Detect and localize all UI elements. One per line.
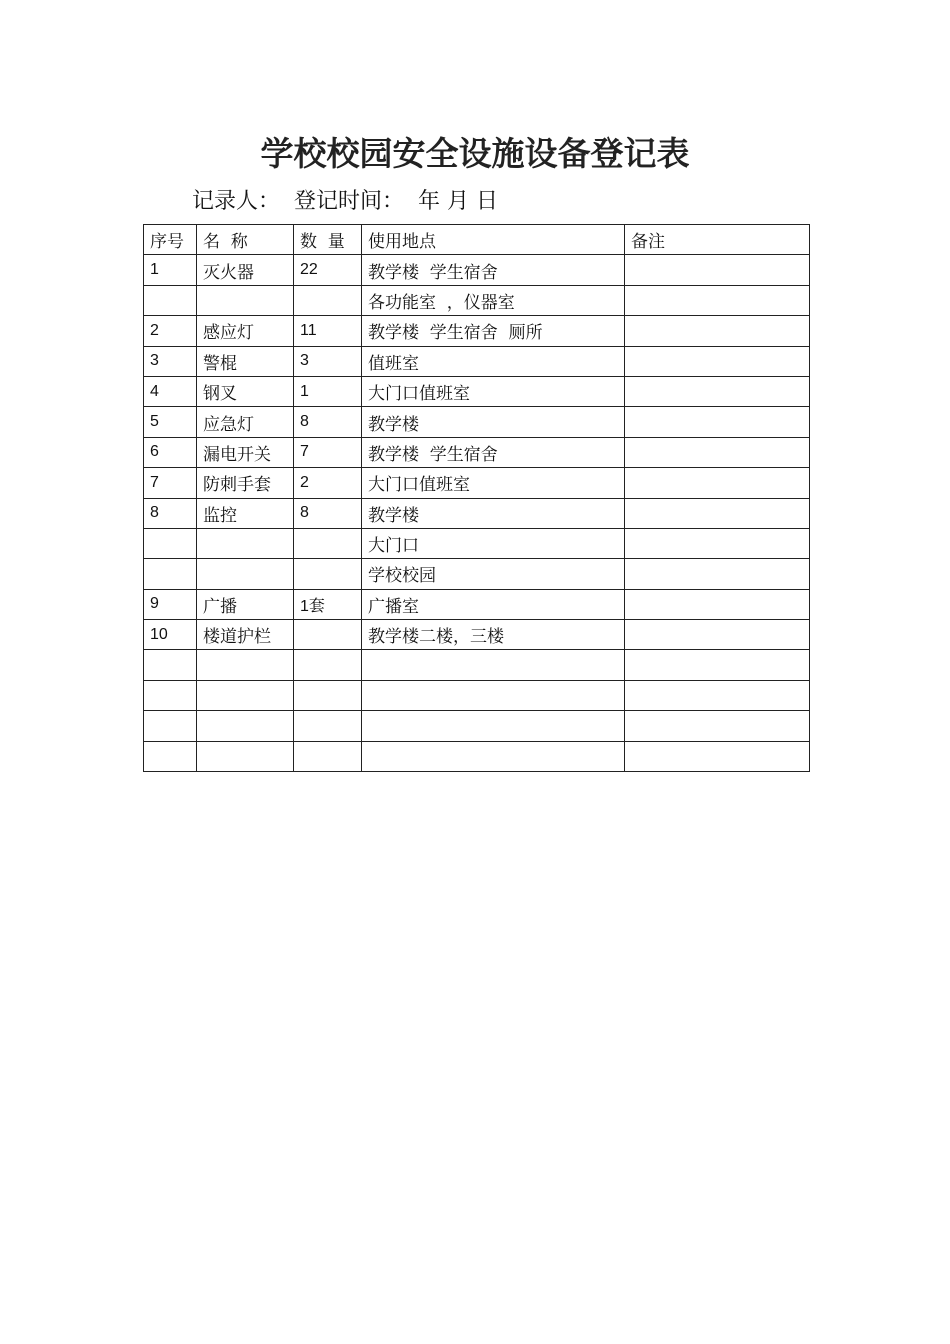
cell-location: [362, 650, 625, 680]
table-row: [144, 559, 810, 589]
cell-index: 2: [144, 316, 197, 346]
header-location: 使用地点: [362, 225, 625, 255]
cell-index: 5: [144, 407, 197, 437]
cell-name: 灭火器: [197, 255, 294, 285]
cell-quantity: 8: [294, 407, 362, 437]
table-row: [144, 346, 810, 376]
header-index: 序号: [144, 225, 197, 255]
cell-location: 大门口: [362, 528, 625, 558]
cell-remarks: [625, 559, 810, 589]
cell-location: [362, 711, 625, 741]
cell-name: [197, 680, 294, 710]
cell-remarks: [625, 285, 810, 315]
cell-quantity: 7: [294, 437, 362, 467]
cell-quantity: 8: [294, 498, 362, 528]
cell-remarks: [625, 680, 810, 710]
cell-remarks: [625, 407, 810, 437]
cell-quantity: [294, 620, 362, 650]
cell-quantity: [294, 741, 362, 771]
cell-index: [144, 559, 197, 589]
table-row: [144, 437, 810, 467]
cell-quantity: 1: [294, 376, 362, 406]
cell-quantity: [294, 650, 362, 680]
cell-name: 感应灯: [197, 316, 294, 346]
cell-remarks: [625, 346, 810, 376]
cell-remarks: [625, 741, 810, 771]
cell-quantity: [294, 559, 362, 589]
cell-location: 学校校园: [362, 559, 625, 589]
equipment-register-table: [143, 224, 810, 772]
cell-index: 10: [144, 620, 197, 650]
cell-index: 9: [144, 589, 197, 619]
table-row: [144, 255, 810, 285]
cell-name: 应急灯: [197, 407, 294, 437]
cell-index: 6: [144, 437, 197, 467]
cell-name: 广播: [197, 589, 294, 619]
cell-name: [197, 528, 294, 558]
cell-name: 防刺手套: [197, 468, 294, 498]
cell-quantity: 22: [294, 255, 362, 285]
cell-name: 警棍: [197, 346, 294, 376]
cell-location: [362, 680, 625, 710]
table-row: [144, 285, 810, 315]
cell-index: 8: [144, 498, 197, 528]
cell-remarks: [625, 620, 810, 650]
cell-remarks: [625, 589, 810, 619]
cell-location: 教学楼: [362, 498, 625, 528]
cell-name: [197, 285, 294, 315]
table-row: [144, 468, 810, 498]
cell-name: 监控: [197, 498, 294, 528]
recorder-date-line: 记录人： 登记时间： 年 月 日: [192, 189, 498, 214]
cell-remarks: [625, 711, 810, 741]
header-remarks: 备注: [625, 225, 810, 255]
cell-quantity: 2: [294, 468, 362, 498]
cell-quantity: [294, 680, 362, 710]
cell-index: 4: [144, 376, 197, 406]
header-name: 名 称: [197, 225, 294, 255]
table-row: [144, 680, 810, 710]
cell-quantity: 11: [294, 316, 362, 346]
cell-index: 3: [144, 346, 197, 376]
table-row: [144, 316, 810, 346]
cell-remarks: [625, 437, 810, 467]
cell-index: [144, 741, 197, 771]
cell-location: 教学楼二楼，三楼: [362, 620, 625, 650]
cell-location: 大门口值班室: [362, 376, 625, 406]
cell-location: 值班室: [362, 346, 625, 376]
table-row: [144, 620, 810, 650]
cell-index: 1: [144, 255, 197, 285]
cell-quantity: [294, 711, 362, 741]
document-title: 学校校园安全设施设备登记表: [260, 134, 690, 173]
cell-index: [144, 711, 197, 741]
cell-remarks: [625, 498, 810, 528]
table-row: [144, 741, 810, 771]
cell-remarks: [625, 528, 810, 558]
cell-index: [144, 650, 197, 680]
table-row: [144, 376, 810, 406]
cell-index: [144, 285, 197, 315]
table-row: [144, 589, 810, 619]
cell-quantity: 3: [294, 346, 362, 376]
cell-remarks: [625, 255, 810, 285]
cell-location: 教学楼 学生宿舍: [362, 255, 625, 285]
cell-name: [197, 559, 294, 589]
table-header-row: [144, 225, 810, 255]
cell-name: 漏电开关: [197, 437, 294, 467]
table-row: [144, 711, 810, 741]
cell-quantity: 1套: [294, 589, 362, 619]
cell-quantity: [294, 528, 362, 558]
header-quantity: 数 量: [294, 225, 362, 255]
cell-index: 7: [144, 468, 197, 498]
cell-location: 广播室: [362, 589, 625, 619]
cell-quantity: [294, 285, 362, 315]
cell-location: 大门口值班室: [362, 468, 625, 498]
cell-name: 楼道护栏: [197, 620, 294, 650]
cell-remarks: [625, 316, 810, 346]
table-body: [144, 255, 810, 772]
table-row: [144, 528, 810, 558]
table-row: [144, 498, 810, 528]
cell-location: 教学楼 学生宿舍: [362, 437, 625, 467]
cell-location: 教学楼 学生宿舍 厕所: [362, 316, 625, 346]
cell-name: [197, 741, 294, 771]
cell-location: 教学楼: [362, 407, 625, 437]
table-row: [144, 650, 810, 680]
cell-location: 各功能室 ，仪器室: [362, 285, 625, 315]
cell-remarks: [625, 376, 810, 406]
cell-name: 钢叉: [197, 376, 294, 406]
cell-index: [144, 528, 197, 558]
cell-name: [197, 650, 294, 680]
cell-name: [197, 711, 294, 741]
cell-remarks: [625, 468, 810, 498]
cell-remarks: [625, 650, 810, 680]
table-row: [144, 407, 810, 437]
cell-location: [362, 741, 625, 771]
cell-index: [144, 680, 197, 710]
